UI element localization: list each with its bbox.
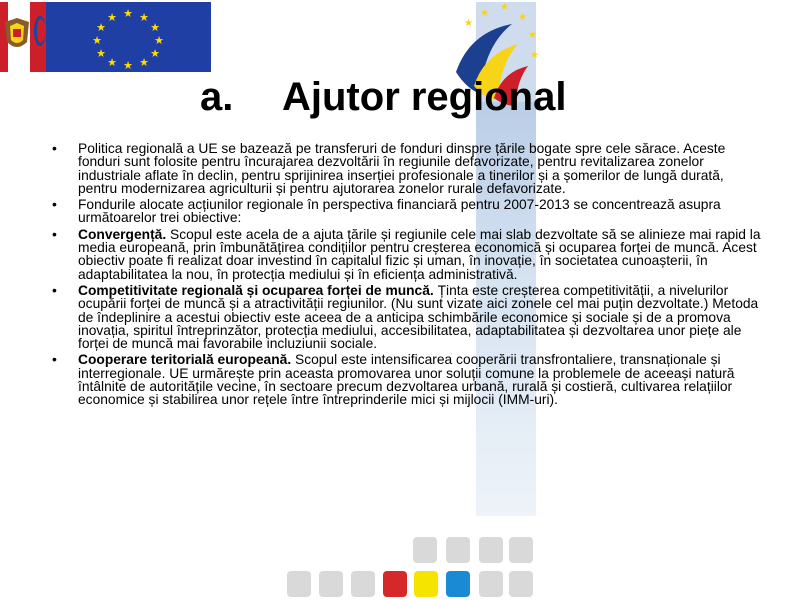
bullet-icon: •: [52, 196, 57, 213]
bullet-lead: Competitivitate regională și ocuparea forței de muncă.: [78, 282, 434, 298]
svg-text:★: ★: [530, 50, 539, 61]
slide-title: [200, 75, 566, 120]
svg-text:★: ★: [107, 56, 117, 69]
bullet-text: Ținta este creșterea competitivității, a nivelurilor ocupării forței de muncă și a atractivității regiunilor. (Nu sunt vizate aici zonele cel mai puțin dezvoltate.) Metoda de îndeplinire a acestui obiectiv este aceea de a anticipa schimbările economice și sociale și de a promova inovația, spiritul întreprinzător, protecția mediului, accesibilitatea, adaptabilitatea și dezvoltarea unor piețe ale forței de muncă mai favorabile incluziunii sociale.: [78, 282, 759, 352]
decor-square: [319, 571, 343, 597]
svg-text:★: ★: [107, 11, 117, 24]
decor-square: [351, 571, 375, 597]
bullet-lead: Convergență.: [78, 226, 167, 242]
bullet-text: Scopul este acela de a ajuta țările și regiunile cele mai slab dezvoltate să se alinieze mai rapid la media europeană, prin îmbunătățirea condițiilor pentru creșterea economică și ocuparea forței de muncă. Acest obiectiv poate fi realizat doar investind în capitalul fizic și uman, în inovație, în societatea cunoașterii, în adaptabilitatea la nou, în protecția mediului și în eficiența administrativă.: [78, 226, 761, 282]
svg-text:★: ★: [518, 12, 527, 23]
decor-square: [509, 537, 533, 563]
svg-text:★: ★: [480, 8, 489, 19]
decor-square: [479, 571, 503, 597]
svg-text:★: ★: [150, 47, 160, 60]
decor-square-blue: [446, 571, 470, 597]
svg-text:★: ★: [528, 30, 537, 41]
bullet-icon: •: [52, 351, 57, 368]
svg-text:★: ★: [96, 21, 106, 34]
decor-square: [479, 537, 503, 563]
decor-square-red: [383, 571, 407, 597]
decor-square: [446, 537, 470, 563]
decor-square: [509, 571, 533, 597]
svg-text:★: ★: [123, 59, 133, 72]
svg-text:★: ★: [500, 2, 509, 13]
bullet-lead: Cooperare teritorială europeană.: [78, 352, 292, 368]
svg-text:★: ★: [139, 11, 149, 24]
bullet-list: [52, 142, 762, 410]
svg-text:★: ★: [92, 34, 102, 47]
svg-text:★: ★: [150, 21, 160, 34]
list-item: [52, 225, 762, 282]
bullet-icon: •: [52, 140, 57, 156]
list-item: [52, 142, 762, 195]
bullet-text: Politica regională a UE se bazează pe transferuri de fonduri dinspre țările bogate spre cele sărace. Aceste fonduri sunt folosite pentru încurajarea dezvoltării în regiunile defavorizate, pentru revitalizarea zonelor industriale aflate în declin, pentru sprijinirea inserției profesionale a tinerilor și a șomerilor de lungă durată, pentru modernizarea agriculturii și pentru ajutorarea zonelor rurale defavorizate.: [78, 141, 726, 196]
decor-square: [413, 537, 437, 563]
bullet-icon: •: [52, 281, 57, 298]
eu-flag-icon: [46, 2, 211, 72]
title-text: Ajutor regional: [282, 75, 567, 119]
bullet-text: Scopul este intensificarea cooperării transfrontaliere, transnaționale și interregionale. UE urmărește prin aceasta promovarea unor soluții comune la problemele de aceeași natură întâlnite de autoritățile vecine, în sectoare precum dezvoltarea urbană, rurală și costieră, cultivarea relațiilor economice și stabilirea unor rețele între întreprinderile mici și mijlocii (IMM-uri).: [78, 352, 735, 408]
decor-square-yellow: [414, 571, 438, 597]
decor-square: [287, 571, 311, 597]
bullet-icon: •: [52, 225, 57, 242]
list-item: [52, 198, 762, 225]
svg-text:★: ★: [154, 34, 164, 47]
svg-text:★: ★: [123, 7, 133, 20]
list-item: [52, 353, 762, 406]
bullet-text: Fondurile alocate acțiunilor regionale în perspectiva financiară pentru 2007-2013 se concentrează asupra următoarelor trei obiective:: [78, 197, 721, 226]
svg-text:★: ★: [96, 47, 106, 60]
moldova-flag-icon: [0, 2, 46, 72]
svg-text:★: ★: [139, 56, 149, 69]
svg-text:★: ★: [464, 18, 473, 29]
list-item: [52, 281, 762, 352]
title-number: a.: [200, 75, 234, 119]
